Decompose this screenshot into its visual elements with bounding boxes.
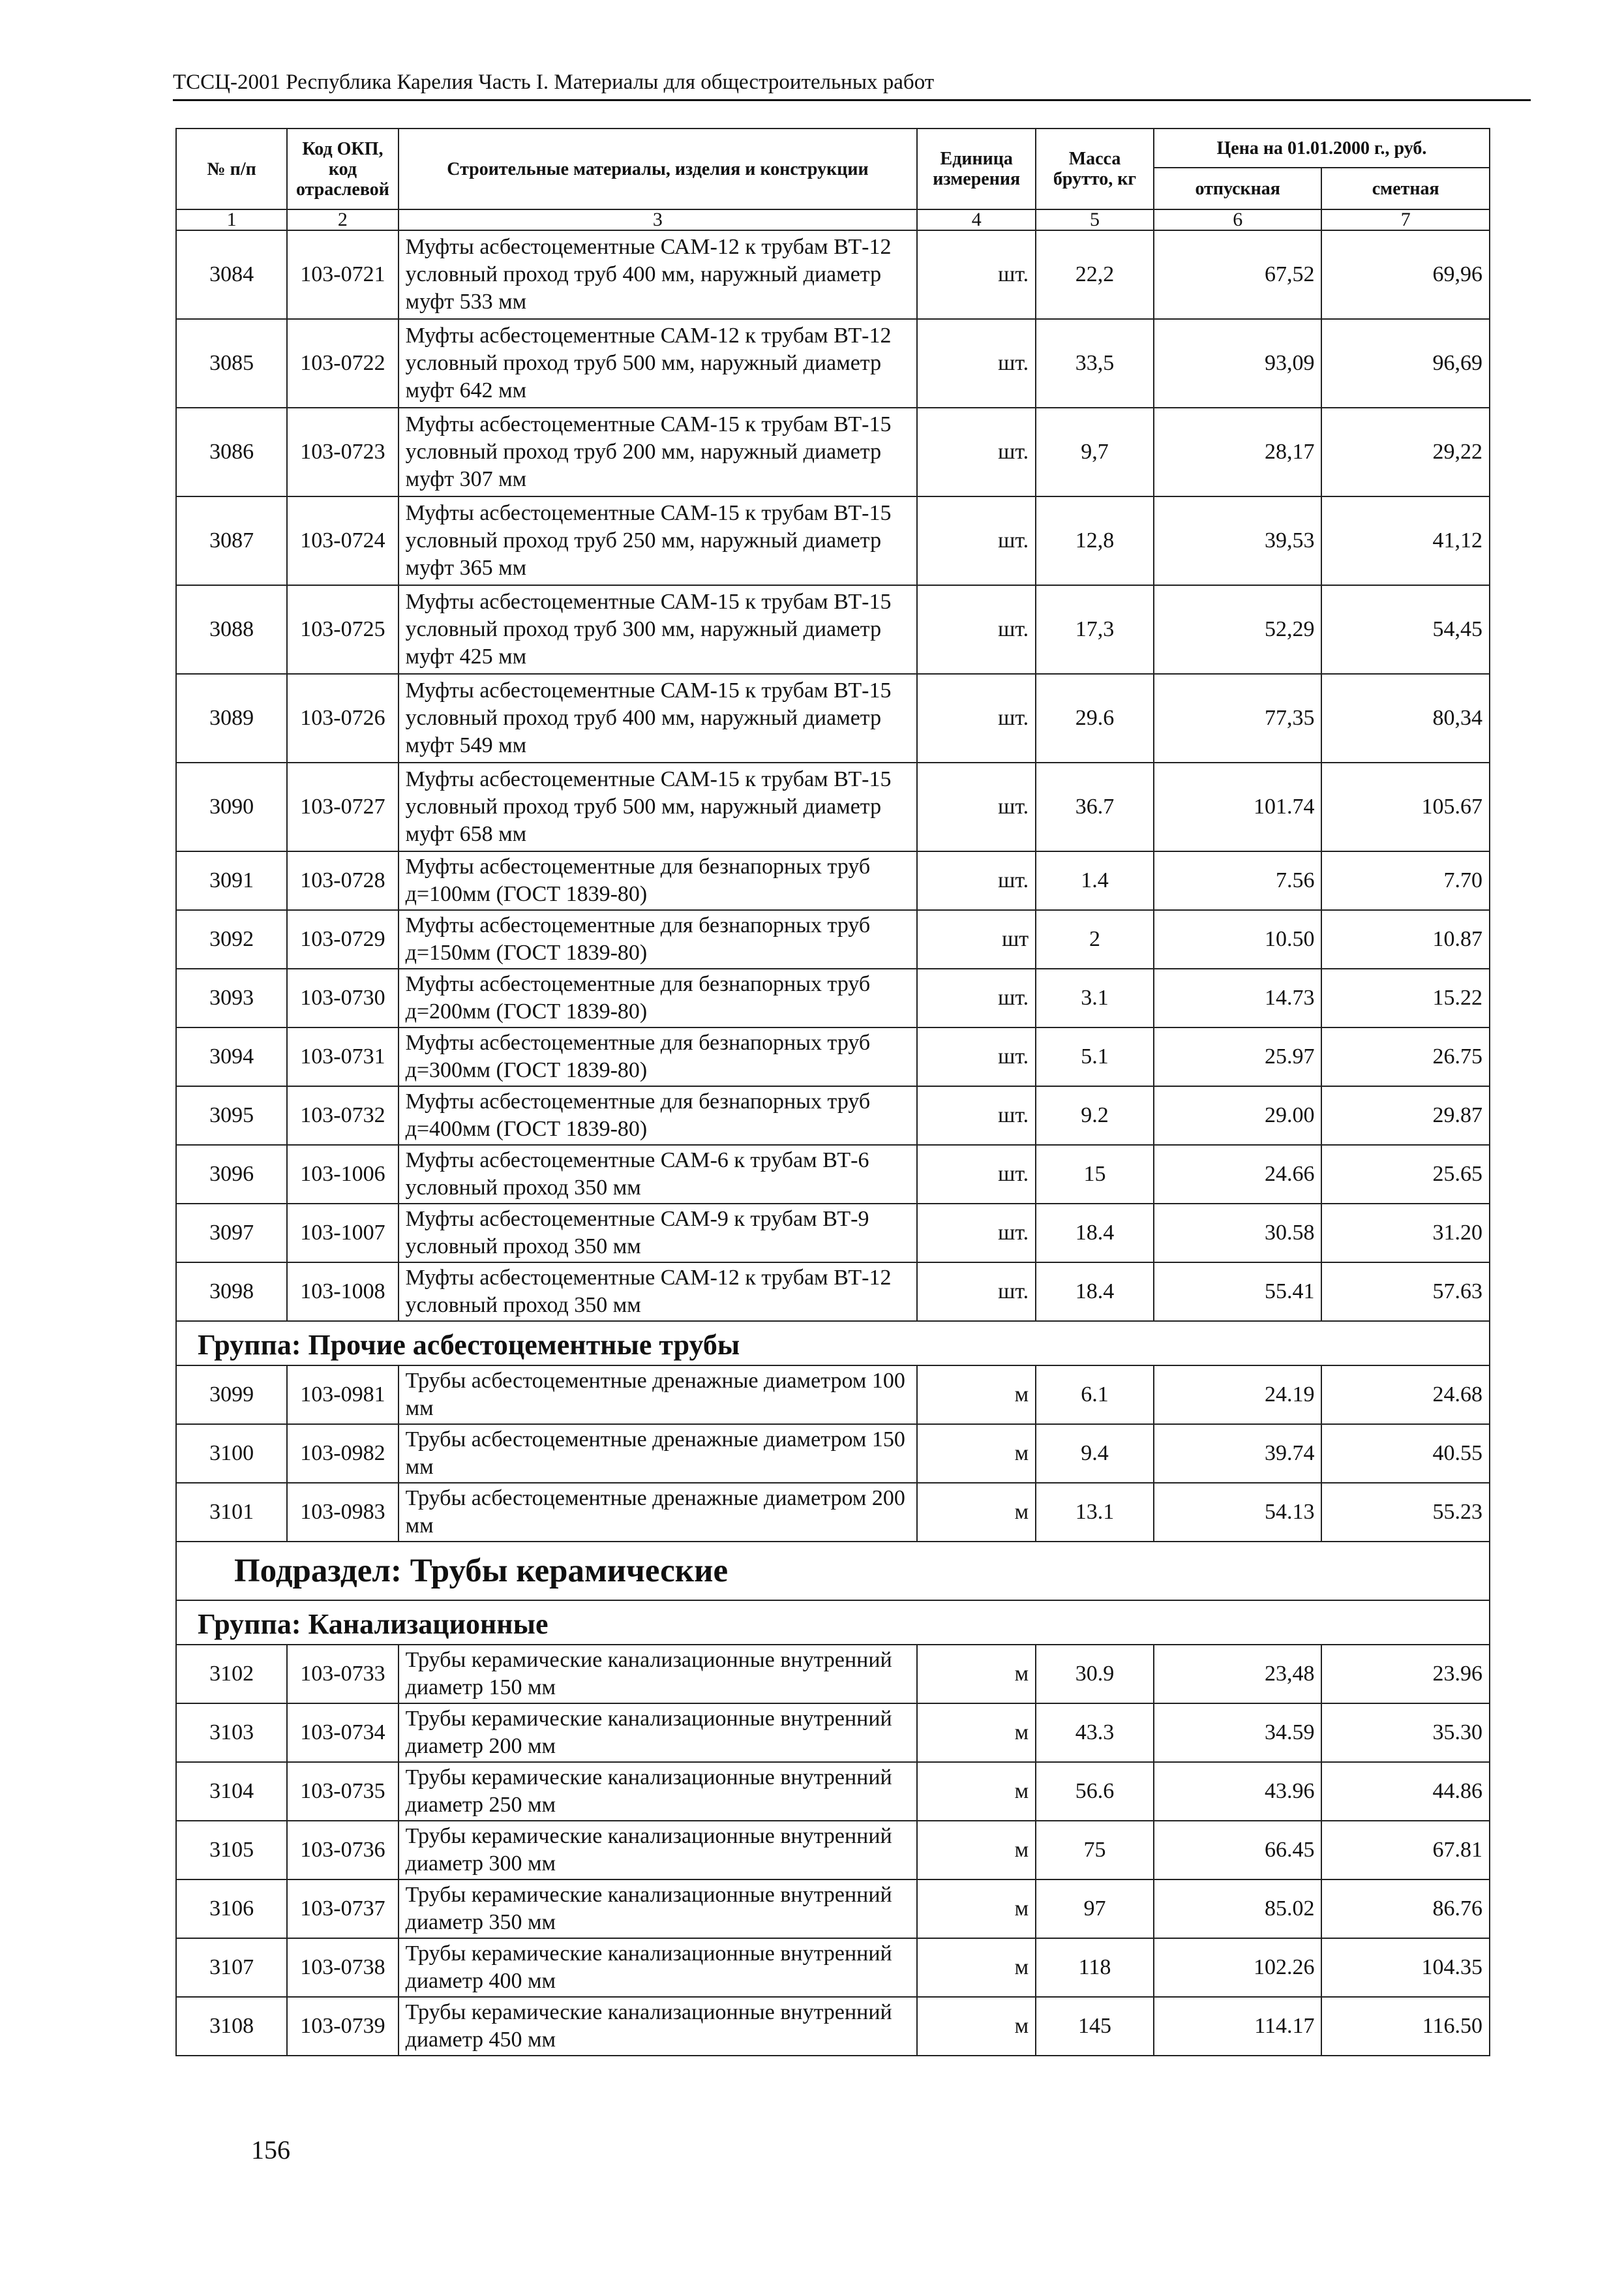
row-price-estimate: 15.22 (1321, 969, 1490, 1027)
col-header-mass: Масса брутто, кг (1036, 129, 1154, 209)
row-okp-code: 103-0982 (287, 1424, 398, 1483)
row-price-release: 66.45 (1154, 1821, 1322, 1879)
row-okp-code: 103-0721 (287, 230, 398, 319)
row-number: 3094 (176, 1027, 287, 1086)
table-row (176, 1145, 1490, 1204)
row-material-name: Трубы керамические канализационные внутренний диаметр 250 мм (398, 1762, 918, 1821)
row-unit: шт. (917, 230, 1036, 319)
row-price-estimate: 54,45 (1321, 585, 1490, 674)
column-number: 5 (1036, 209, 1154, 230)
row-mass: 1.4 (1036, 851, 1154, 910)
row-price-estimate: 105.67 (1321, 763, 1490, 851)
col-header-okp: Код ОКП, код отраслевой (287, 129, 398, 209)
row-okp-code: 103-0983 (287, 1483, 398, 1542)
row-mass: 5.1 (1036, 1027, 1154, 1086)
row-price-release: 102.26 (1154, 1938, 1322, 1997)
row-mass: 18.4 (1036, 1204, 1154, 1262)
row-number: 3087 (176, 496, 287, 585)
row-material-name: Трубы асбестоцементные дренажные диаметром 200 мм (398, 1483, 918, 1542)
row-number: 3091 (176, 851, 287, 910)
table-row (176, 1262, 1490, 1321)
row-mass: 6.1 (1036, 1365, 1154, 1424)
row-mass: 118 (1036, 1938, 1154, 1997)
row-material-name: Муфты асбестоцементные САМ-15 к трубам ВТ-15 условный проход труб 200 мм, наружный диаметр муфт 307 мм (398, 408, 918, 496)
row-okp-code: 103-0733 (287, 1645, 398, 1703)
row-price-estimate: 7.70 (1321, 851, 1490, 910)
row-number: 3108 (176, 1997, 287, 2056)
row-unit: шт. (917, 851, 1036, 910)
row-price-estimate: 26.75 (1321, 1027, 1490, 1086)
row-unit: шт. (917, 408, 1036, 496)
row-unit: м (917, 1645, 1036, 1703)
row-okp-code: 103-1008 (287, 1262, 398, 1321)
row-price-release: 67,52 (1154, 230, 1322, 319)
column-number: 3 (398, 209, 918, 230)
row-unit: м (917, 1424, 1036, 1483)
table-row (176, 230, 1490, 319)
row-mass: 18.4 (1036, 1262, 1154, 1321)
row-price-release: 24.19 (1154, 1365, 1322, 1424)
row-unit: шт. (917, 585, 1036, 674)
row-price-estimate: 23.96 (1321, 1645, 1490, 1703)
row-price-estimate: 10.87 (1321, 910, 1490, 969)
table-row (176, 585, 1490, 674)
row-mass: 3.1 (1036, 969, 1154, 1027)
row-price-estimate: 44.86 (1321, 1762, 1490, 1821)
row-number: 3097 (176, 1204, 287, 1262)
column-number: 4 (917, 209, 1036, 230)
row-material-name: Трубы асбестоцементные дренажные диаметром 150 мм (398, 1424, 918, 1483)
row-price-release: 24.66 (1154, 1145, 1322, 1204)
row-price-release: 114.17 (1154, 1997, 1322, 2056)
row-mass: 9.4 (1036, 1424, 1154, 1483)
row-mass: 36.7 (1036, 763, 1154, 851)
row-mass: 2 (1036, 910, 1154, 969)
subsection-ceramic-section (176, 1542, 1490, 1645)
row-okp-code: 103-0737 (287, 1879, 398, 1938)
row-material-name: Трубы керамические канализационные внутренний диаметр 300 мм (398, 1821, 918, 1879)
row-material-name: Муфты асбестоцементные для безнапорных труб д=150мм (ГОСТ 1839-80) (398, 910, 918, 969)
row-price-estimate: 104.35 (1321, 1938, 1490, 1997)
row-okp-code: 103-0728 (287, 851, 398, 910)
row-number: 3101 (176, 1483, 287, 1542)
row-mass: 9,7 (1036, 408, 1154, 496)
row-mass: 75 (1036, 1821, 1154, 1879)
row-unit: шт. (917, 319, 1036, 408)
row-okp-code: 103-0735 (287, 1762, 398, 1821)
row-material-name: Муфты асбестоцементные САМ-15 к трубам ВТ-15 условный проход труб 300 мм, наружный диаметр муфт 425 мм (398, 585, 918, 674)
row-price-estimate: 55.23 (1321, 1483, 1490, 1542)
table-row (176, 763, 1490, 851)
row-price-release: 10.50 (1154, 910, 1322, 969)
row-mass: 56.6 (1036, 1762, 1154, 1821)
row-material-name: Трубы керамические канализационные внутренний диаметр 150 мм (398, 1645, 918, 1703)
row-material-name: Муфты асбестоцементные САМ-6 к трубам ВТ-6 условный проход 350 мм (398, 1145, 918, 1204)
row-okp-code: 103-0736 (287, 1821, 398, 1879)
row-price-estimate: 57.63 (1321, 1262, 1490, 1321)
column-number: 2 (287, 209, 398, 230)
price-table (175, 128, 1490, 2056)
row-price-estimate: 80,34 (1321, 674, 1490, 763)
row-mass: 145 (1036, 1997, 1154, 2056)
row-unit: шт. (917, 1027, 1036, 1086)
row-price-release: 34.59 (1154, 1703, 1322, 1762)
row-price-release: 39.74 (1154, 1424, 1322, 1483)
col-header-price-group: Цена на 01.01.2000 г., руб. (1154, 129, 1490, 168)
table-row (176, 1938, 1490, 1997)
row-price-estimate: 29.87 (1321, 1086, 1490, 1145)
row-okp-code: 103-0732 (287, 1086, 398, 1145)
row-okp-code: 103-0727 (287, 763, 398, 851)
group-heading-other-pipes: Группа: Прочие асбестоцементные трубы (176, 1321, 1490, 1365)
row-price-estimate: 35.30 (1321, 1703, 1490, 1762)
column-numbers-row (176, 209, 1490, 230)
row-unit: м (917, 1762, 1036, 1821)
row-material-name: Муфты асбестоцементные САМ-12 к трубам ВТ-12 условный проход 350 мм (398, 1262, 918, 1321)
row-unit: шт. (917, 1262, 1036, 1321)
row-mass: 22,2 (1036, 230, 1154, 319)
table-row (176, 1086, 1490, 1145)
row-price-estimate: 96,69 (1321, 319, 1490, 408)
row-number: 3085 (176, 319, 287, 408)
row-price-release: 93,09 (1154, 319, 1322, 408)
row-mass: 15 (1036, 1145, 1154, 1204)
table-row (176, 1879, 1490, 1938)
table-row (176, 1997, 1490, 2056)
row-number: 3093 (176, 969, 287, 1027)
page-number: 156 (251, 2135, 290, 2165)
rows-ceramic-pipes (176, 1645, 1490, 2056)
row-material-name: Муфты асбестоцементные САМ-15 к трубам ВТ-15 условный проход труб 400 мм, наружный диаметр муфт 549 мм (398, 674, 918, 763)
table-row (176, 851, 1490, 910)
row-price-release: 85.02 (1154, 1879, 1322, 1938)
row-okp-code: 103-0726 (287, 674, 398, 763)
row-mass: 29.6 (1036, 674, 1154, 763)
row-price-release: 25.97 (1154, 1027, 1322, 1086)
row-number: 3084 (176, 230, 287, 319)
row-number: 3089 (176, 674, 287, 763)
row-material-name: Муфты асбестоцементные для безнапорных труб д=300мм (ГОСТ 1839-80) (398, 1027, 918, 1086)
col-header-num: № п/п (176, 129, 287, 209)
row-price-release: 77,35 (1154, 674, 1322, 763)
row-number: 3098 (176, 1262, 287, 1321)
row-okp-code: 103-1007 (287, 1204, 398, 1262)
row-price-estimate: 29,22 (1321, 408, 1490, 496)
table-row (176, 319, 1490, 408)
table-row (176, 674, 1490, 763)
group-other-pipes-section (176, 1321, 1490, 1365)
row-number: 3100 (176, 1424, 287, 1483)
row-okp-code: 103-1006 (287, 1145, 398, 1204)
group-heading-sewer: Группа: Канализационные (176, 1600, 1490, 1645)
row-okp-code: 103-0734 (287, 1703, 398, 1762)
row-unit: м (917, 1483, 1036, 1542)
row-material-name: Трубы керамические канализационные внутренний диаметр 400 мм (398, 1938, 918, 1997)
row-material-name: Муфты асбестоцементные САМ-12 к трубам ВТ-12 условный проход труб 400 мм, наружный диаметр муфт 533 мм (398, 230, 918, 319)
row-mass: 13.1 (1036, 1483, 1154, 1542)
page-header: ТССЦ-2001 Республика Карелия Часть I. Материалы для общестроительных работ (173, 70, 935, 94)
row-material-name: Муфты асбестоцементные для безнапорных труб д=100мм (ГОСТ 1839-80) (398, 851, 918, 910)
row-okp-code: 103-0722 (287, 319, 398, 408)
table-row (176, 1483, 1490, 1542)
row-unit: шт. (917, 969, 1036, 1027)
row-price-release: 55.41 (1154, 1262, 1322, 1321)
table-row (176, 1645, 1490, 1703)
row-price-estimate: 67.81 (1321, 1821, 1490, 1879)
row-price-release: 28,17 (1154, 408, 1322, 496)
row-mass: 30.9 (1036, 1645, 1154, 1703)
table-row (176, 408, 1490, 496)
column-number: 6 (1154, 209, 1322, 230)
row-price-estimate: 69,96 (1321, 230, 1490, 319)
row-okp-code: 103-0738 (287, 1938, 398, 1997)
row-price-estimate: 24.68 (1321, 1365, 1490, 1424)
row-unit: шт. (917, 674, 1036, 763)
row-unit: м (917, 1703, 1036, 1762)
row-number: 3095 (176, 1086, 287, 1145)
col-header-unit: Единица измерения (917, 129, 1036, 209)
rows-nonpressure-couplings (176, 851, 1490, 1321)
row-material-name: Трубы керамические канализационные внутренний диаметр 450 мм (398, 1997, 918, 2056)
row-number: 3096 (176, 1145, 287, 1204)
row-number: 3099 (176, 1365, 287, 1424)
row-material-name: Трубы асбестоцементные дренажные диаметром 100 мм (398, 1365, 918, 1424)
row-price-release: 101.74 (1154, 763, 1322, 851)
header-rule (173, 99, 1531, 101)
row-price-release: 7.56 (1154, 851, 1322, 910)
row-price-estimate: 41,12 (1321, 496, 1490, 585)
row-okp-code: 103-0739 (287, 1997, 398, 2056)
row-unit: м (917, 1938, 1036, 1997)
row-unit: шт. (917, 1086, 1036, 1145)
rows-drainage-pipes (176, 1365, 1490, 1542)
row-unit: шт. (917, 496, 1036, 585)
row-number: 3105 (176, 1821, 287, 1879)
row-price-release: 43.96 (1154, 1762, 1322, 1821)
row-unit: м (917, 1997, 1036, 2056)
row-unit: м (917, 1821, 1036, 1879)
row-okp-code: 103-0723 (287, 408, 398, 496)
row-okp-code: 103-0981 (287, 1365, 398, 1424)
row-mass: 9.2 (1036, 1086, 1154, 1145)
row-okp-code: 103-0724 (287, 496, 398, 585)
row-price-estimate: 86.76 (1321, 1879, 1490, 1938)
row-material-name: Муфты асбестоцементные САМ-15 к трубам ВТ-15 условный проход труб 250 мм, наружный диаметр муфт 365 мм (398, 496, 918, 585)
row-okp-code: 103-0729 (287, 910, 398, 969)
row-material-name: Трубы керамические канализационные внутренний диаметр 200 мм (398, 1703, 918, 1762)
row-unit: шт. (917, 763, 1036, 851)
row-unit: шт. (917, 1145, 1036, 1204)
row-price-estimate: 25.65 (1321, 1145, 1490, 1204)
row-price-release: 54.13 (1154, 1483, 1322, 1542)
row-price-release: 52,29 (1154, 585, 1322, 674)
row-price-release: 39,53 (1154, 496, 1322, 585)
table-row (176, 1703, 1490, 1762)
row-price-release: 14.73 (1154, 969, 1322, 1027)
row-price-release: 23,48 (1154, 1645, 1322, 1703)
row-price-estimate: 116.50 (1321, 1997, 1490, 2056)
subsection-heading-ceramic: Подраздел: Трубы керамические (176, 1542, 1490, 1600)
row-okp-code: 103-0730 (287, 969, 398, 1027)
row-number: 3107 (176, 1938, 287, 1997)
rows-asbestos-couplings (176, 230, 1490, 851)
table-row (176, 1204, 1490, 1262)
row-price-release: 30.58 (1154, 1204, 1322, 1262)
row-price-release: 29.00 (1154, 1086, 1322, 1145)
table-row (176, 496, 1490, 585)
row-material-name: Муфты асбестоцементные САМ-12 к трубам ВТ-12 условный проход труб 500 мм, наружный диаметр муфт 642 мм (398, 319, 918, 408)
row-price-estimate: 40.55 (1321, 1424, 1490, 1483)
table-row (176, 1821, 1490, 1879)
row-unit: шт. (917, 1204, 1036, 1262)
table-row (176, 1365, 1490, 1424)
column-number: 7 (1321, 209, 1490, 230)
col-header-name: Строительные материалы, изделия и конструкции (398, 129, 918, 209)
row-material-name: Муфты асбестоцементные для безнапорных труб д=200мм (ГОСТ 1839-80) (398, 969, 918, 1027)
row-material-name: Трубы керамические канализационные внутренний диаметр 350 мм (398, 1879, 918, 1938)
row-material-name: Муфты асбестоцементные САМ-9 к трубам ВТ-9 условный проход 350 мм (398, 1204, 918, 1262)
row-price-estimate: 31.20 (1321, 1204, 1490, 1262)
row-number: 3086 (176, 408, 287, 496)
row-mass: 12,8 (1036, 496, 1154, 585)
row-number: 3092 (176, 910, 287, 969)
row-number: 3102 (176, 1645, 287, 1703)
row-unit: м (917, 1365, 1036, 1424)
row-unit: м (917, 1879, 1036, 1938)
row-mass: 17,3 (1036, 585, 1154, 674)
table-row (176, 1027, 1490, 1086)
table-row (176, 969, 1490, 1027)
row-okp-code: 103-0731 (287, 1027, 398, 1086)
table-row (176, 1762, 1490, 1821)
row-number: 3103 (176, 1703, 287, 1762)
row-material-name: Муфты асбестоцементные САМ-15 к трубам ВТ-15 условный проход труб 500 мм, наружный диаметр муфт 658 мм (398, 763, 918, 851)
row-okp-code: 103-0725 (287, 585, 398, 674)
row-mass: 33,5 (1036, 319, 1154, 408)
row-unit: шт (917, 910, 1036, 969)
table-row (176, 1424, 1490, 1483)
row-mass: 97 (1036, 1879, 1154, 1938)
col-header-price-release: отпускная (1154, 168, 1322, 209)
col-header-price-estimate: сметная (1321, 168, 1490, 209)
row-material-name: Муфты асбестоцементные для безнапорных труб д=400мм (ГОСТ 1839-80) (398, 1086, 918, 1145)
row-number: 3088 (176, 585, 287, 674)
row-number: 3090 (176, 763, 287, 851)
column-number: 1 (176, 209, 287, 230)
table-row (176, 910, 1490, 969)
row-mass: 43.3 (1036, 1703, 1154, 1762)
row-number: 3104 (176, 1762, 287, 1821)
row-number: 3106 (176, 1879, 287, 1938)
